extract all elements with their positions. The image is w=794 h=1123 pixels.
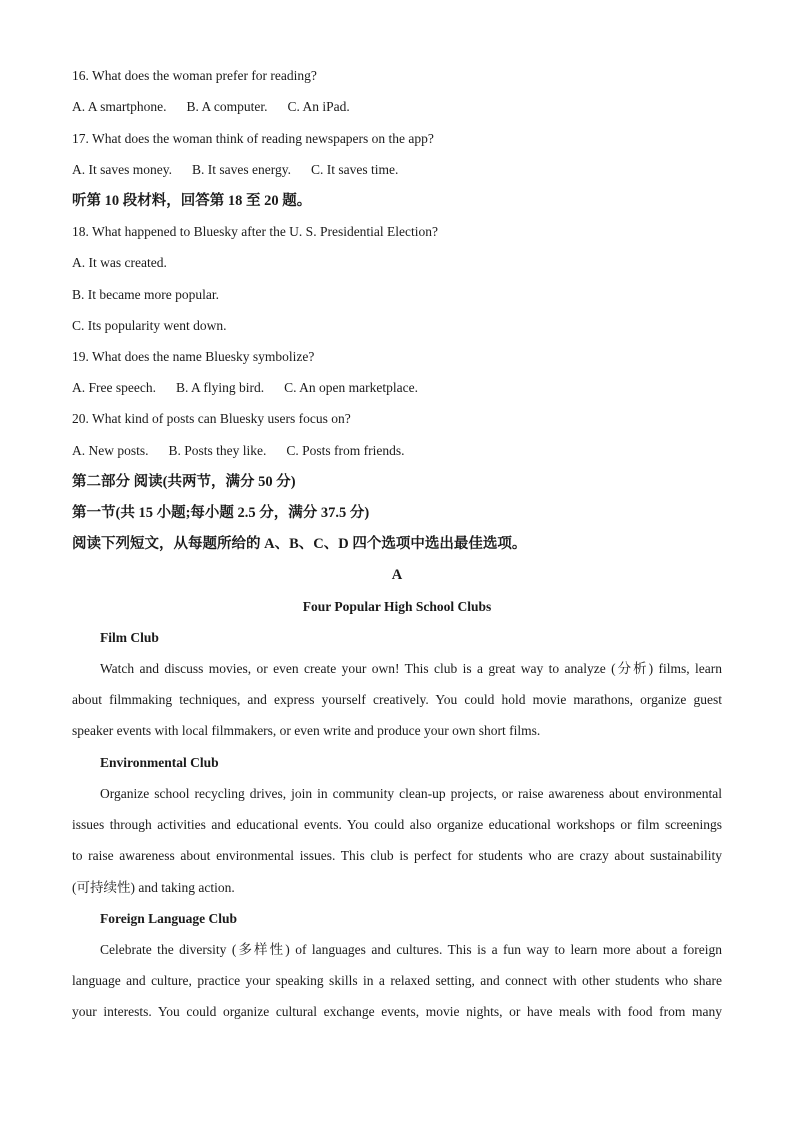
club-heading-film: Film Club bbox=[100, 630, 159, 645]
option-c: C. An open marketplace. bbox=[284, 380, 418, 395]
listening-section-heading: 听第 10 段材料，回答第 18 至 20 题。 bbox=[72, 193, 312, 209]
foreign-language-club-line-1: Celebrate the diversity (多样性) of languages and cultures. This is a fun way to learn more about a foreign bbox=[100, 942, 722, 957]
option-a: A. A smartphone. bbox=[72, 99, 167, 114]
club-heading-environmental: Environmental Club bbox=[100, 755, 219, 770]
option-a: A. New posts. bbox=[72, 443, 149, 458]
foreign-language-club-line-3: your interests. You could organize cultural exchange events, movie nights, or have meals with food from many bbox=[72, 1004, 722, 1019]
passage-letter: A bbox=[391, 567, 403, 583]
section1-heading: 第一节(共 15 小题;每小题 2.5 分，满分 37.5 分) bbox=[72, 505, 370, 521]
environmental-club-line-2: issues through activities and educational events. You could also organize educational workshops or film screenings bbox=[72, 817, 722, 832]
club-heading-foreign-language: Foreign Language Club bbox=[100, 911, 238, 926]
foreign-language-club-line-2: language and culture, practice your speaking skills in a relaxed setting, and connect with other students who share bbox=[72, 973, 722, 988]
option-a: A. Free speech. bbox=[72, 380, 156, 395]
option-c: C. It saves time. bbox=[310, 162, 399, 177]
question-17-options bbox=[72, 161, 722, 179]
option-c: C. An iPad. bbox=[287, 99, 350, 114]
film-club-line-1: Watch and discuss movies, or even create your own! This club is a great way to analyze (分析) films, learn bbox=[100, 661, 722, 676]
option-b: B. A flying bird. bbox=[175, 380, 265, 395]
option-a: A. It saves money. bbox=[72, 162, 172, 177]
environmental-club-line-1: Organize school recycling drives, join in community clean-up projects, or raise awareness about environmental bbox=[100, 786, 722, 801]
question-18-option-a: A. It was created. bbox=[72, 255, 167, 270]
environmental-club-line-4: (可持续性) and taking action. bbox=[72, 880, 235, 895]
environmental-club-line-3: to raise awareness about environmental issues. This club is perfect for students who are crazy about sustainability bbox=[72, 848, 722, 863]
question-18-option-b: B. It became more popular. bbox=[72, 287, 219, 302]
part2-heading: 第二部分 阅读(共两节，满分 50 分) bbox=[72, 474, 296, 490]
film-club-line-2: about filmmaking techniques, and express yourself creatively. You could hold movie marathons, organize guest bbox=[72, 692, 722, 707]
option-b: B. A computer. bbox=[186, 99, 268, 114]
question-19-stem: 19. What does the name Bluesky symbolize? bbox=[72, 349, 315, 364]
question-19-options bbox=[72, 379, 722, 397]
film-club-line-3: speaker events with local filmmakers, or even write and produce your own short films. bbox=[72, 723, 541, 738]
question-18-stem: 18. What happened to Bluesky after the U. S. Presidential Election? bbox=[72, 224, 439, 239]
question-20-options bbox=[72, 442, 722, 460]
option-b: B. It saves energy. bbox=[191, 162, 291, 177]
option-b: B. Posts they like. bbox=[168, 443, 267, 458]
passage-title: Four Popular High School Clubs bbox=[302, 599, 492, 614]
question-17-stem: 17. What does the woman think of reading newspapers on the app? bbox=[72, 131, 434, 146]
question-16-stem: 16. What does the woman prefer for reading? bbox=[72, 68, 317, 83]
question-20-stem: 20. What kind of posts can Bluesky users focus on? bbox=[72, 411, 351, 426]
question-18-option-c: C. Its popularity went down. bbox=[72, 318, 227, 333]
option-c: C. Posts from friends. bbox=[286, 443, 405, 458]
reading-instruction: 阅读下列短文，从每题所给的 A、B、C、D 四个选项中选出最佳选项。 bbox=[72, 536, 527, 552]
question-16-options bbox=[72, 98, 722, 116]
